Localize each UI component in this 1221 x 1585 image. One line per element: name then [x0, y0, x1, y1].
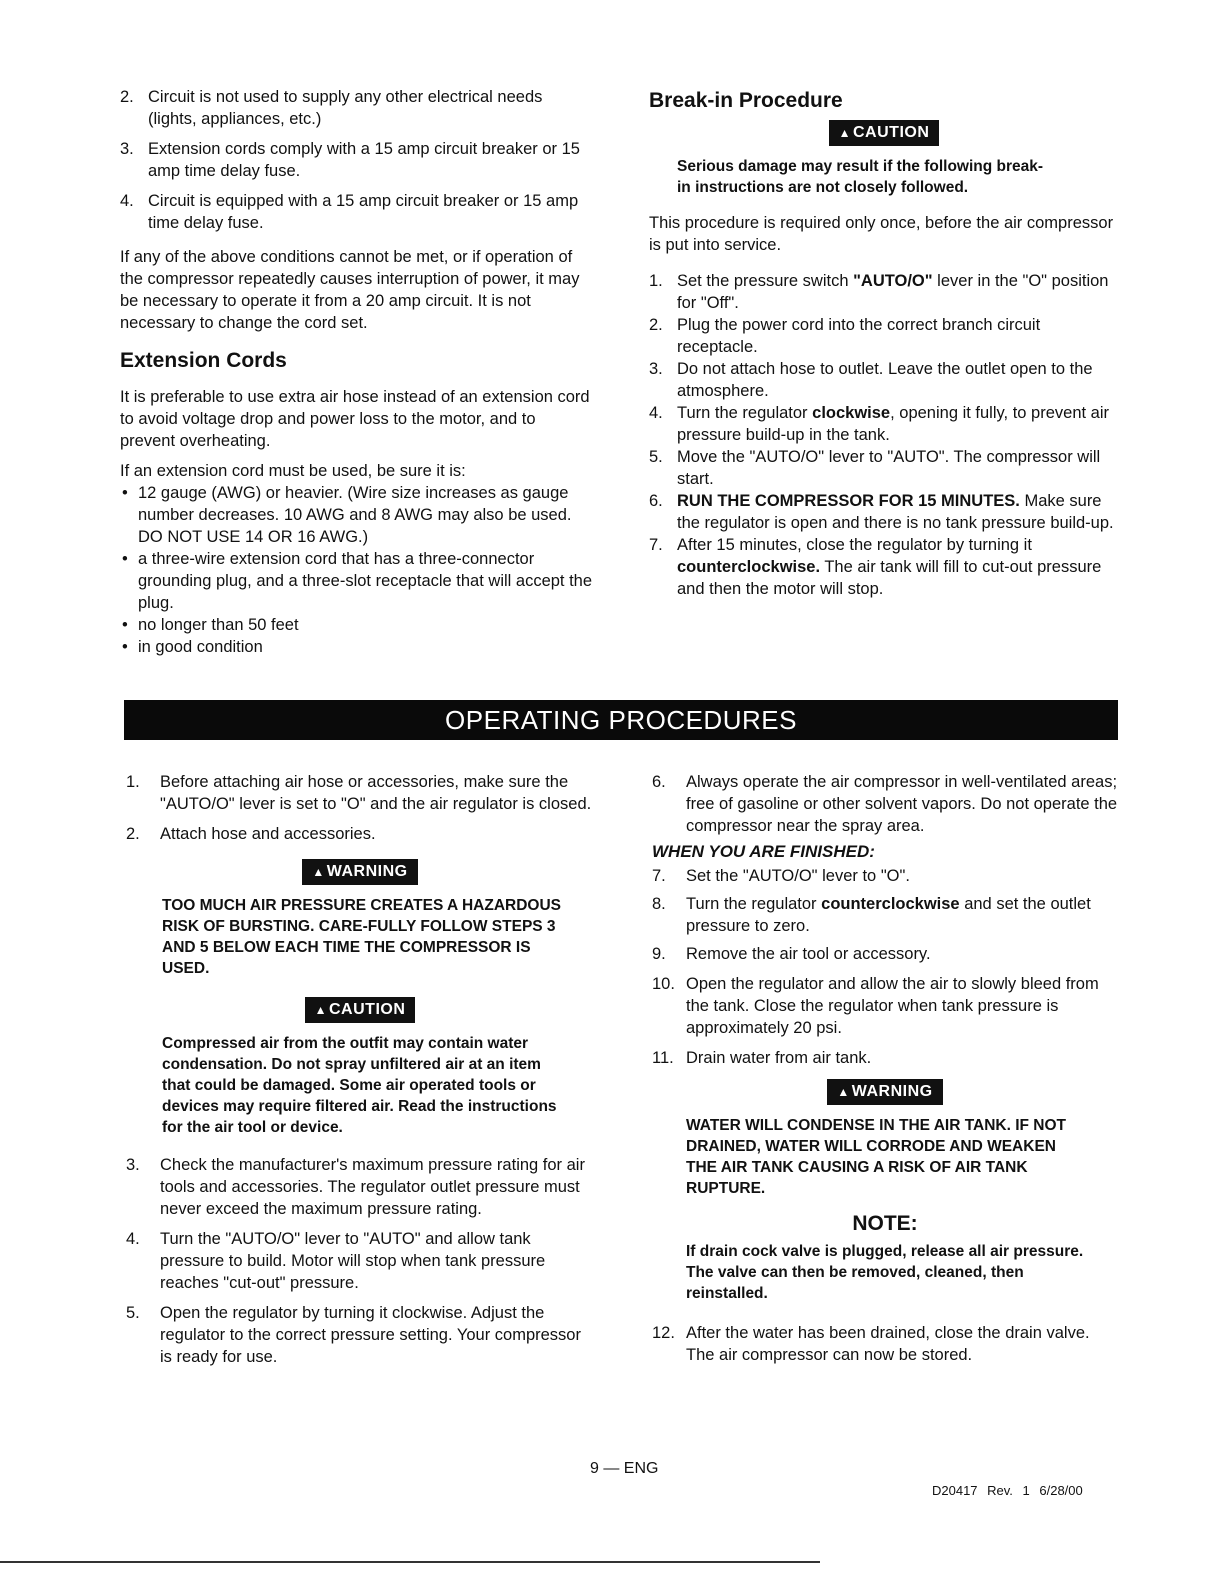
- list-item: 1. Before attaching air hose or accessories, make sure the "AUTO/O" lever is set to "O" and the air regulator is closed.: [126, 773, 592, 813]
- left-top-column: [120, 86, 594, 658]
- note-text: If drain cock valve is plugged, release all air pressure. The valve can then be removed, cleaned, then reinstalled.: [686, 1243, 1084, 1302]
- caution-badge-wrap: [649, 120, 1119, 146]
- list-item: 3. Check the manufacturer's maximum pressure rating for air tools and accessories. The regulator outlet pressure must never exceed the maximum pressure rating.: [126, 1156, 585, 1218]
- bullet-icon: •: [122, 638, 128, 656]
- list-item: 7. After 15 minutes, close the regulator by turning it counterclockwise. The air tank will fill to cut-out pressure and then the motor will stop.: [649, 536, 1102, 598]
- list-item: 4. Turn the "AUTO/O" lever to "AUTO" and allow tank pressure to build. Motor will stop when tank pressure reaches "cut-out" pressure.: [126, 1230, 546, 1292]
- bullet-item: • in good condition: [122, 638, 263, 656]
- extension-paragraph: It is preferable to use extra air hose instead of an extension cord to avoid voltage drop and power loss to the motor, and to prevent overheating.: [120, 388, 590, 450]
- bottom-rule: [0, 1561, 820, 1563]
- list-item: 4. Turn the regulator clockwise, opening it fully, to prevent air pressure build-up in the tank.: [649, 404, 1110, 444]
- list-item: 3. Extension cords comply with a 15 amp circuit breaker or 15 amp time delay fuse.: [120, 140, 580, 180]
- warning-badge-wrap: [652, 1079, 1118, 1105]
- warning-triangle-icon: ▲: [314, 1003, 327, 1017]
- extension-if-text: If an extension cord must be used, be sure it is:: [120, 462, 466, 480]
- list-item: 10. Open the regulator and allow the air to slowly bleed from the tank. Close the regulator when tank pressure is approximately 20 psi.: [652, 975, 1099, 1037]
- warning-badge: ▲ WARNING: [827, 1079, 942, 1105]
- bullet-item: • 12 gauge (AWG) or heavier. (Wire size increases as gauge number decreases. 10 AWG and 8 AWG may also be used. DO NOT USE 14 OR 16 AWG.): [122, 484, 572, 546]
- bullet-item: • a three-wire extension cord that has a three-connector grounding plug, and a three-slot receptacle that will accept the plug.: [122, 550, 593, 612]
- right-top-column: [649, 88, 1119, 600]
- bullet-icon: •: [122, 616, 128, 634]
- list-item: 2. Circuit is not used to supply any other electrical needs (lights, appliances, etc.): [120, 88, 543, 128]
- list-item: 1. Set the pressure switch "AUTO/O" lever in the "O" position for "Off".: [649, 272, 1109, 312]
- warning-triangle-icon: ▲: [312, 865, 325, 879]
- list-item: 8. Turn the regulator counterclockwise and set the outlet pressure to zero.: [652, 895, 1091, 935]
- document-code: D20417 Rev. 1 6/28/00: [932, 1483, 1083, 1498]
- warning-badge-wrap: [126, 859, 594, 885]
- warning-badge: ▲ WARNING: [302, 859, 417, 885]
- list-item: 11. Drain water from air tank.: [652, 1049, 872, 1067]
- conditions-paragraph: If any of the above conditions cannot be met, or if operation of the compressor repeatedly causes interruption of power, it may be necessary to operate it from a 20 amp circuit. It is not necessary to change the cord set.: [120, 248, 580, 332]
- bullet-item: • no longer than 50 feet: [122, 616, 299, 634]
- bullet-icon: •: [122, 484, 128, 502]
- list-item: 4. Circuit is equipped with a 15 amp circuit breaker or 15 amp time delay fuse.: [120, 192, 579, 232]
- caution-badge-wrap: [126, 997, 594, 1023]
- page-number: 9 — ENG: [590, 1460, 659, 1477]
- list-item: 5. Open the regulator by turning it clockwise. Adjust the regulator to the correct pressure setting. Your compressor is ready for use.: [126, 1304, 581, 1366]
- operating-procedures-banner: OPERATING PROCEDURES: [124, 700, 1118, 740]
- bullet-icon: •: [122, 550, 128, 568]
- warning-text: WATER WILL CONDENSE IN THE AIR TANK. IF NOT DRAINED, WATER WILL CORRODE AND WEAKEN THE AIR TANK CAUSING A RISK OF AIR TANK RUPTURE.: [686, 1117, 1067, 1197]
- caution-badge: ▲ CAUTION: [829, 120, 940, 146]
- list-item: 9. Remove the air tool or accessory.: [652, 945, 931, 963]
- break-in-heading: Break-in Procedure: [649, 89, 843, 112]
- list-item: 6. RUN THE COMPRESSOR FOR 15 MINUTES. Make sure the regulator is open and there is no tank pressure build-up.: [649, 492, 1114, 532]
- finished-heading: WHEN YOU ARE FINISHED:: [652, 842, 875, 861]
- note-heading: NOTE:: [852, 1212, 918, 1235]
- caution-text: Compressed air from the outfit may contain water condensation. Do not spray unfiltered air at an item that could be damaged. Some air operated tools or devices may require filtered air. Read the instructions for the air tool or device.: [162, 1035, 557, 1136]
- left-bottom-column: [126, 771, 594, 1376]
- right-bottom-column: [652, 771, 1118, 1374]
- warning-triangle-icon: ▲: [838, 126, 851, 140]
- warning-text: TOO MUCH AIR PRESSURE CREATES A HAZARDOUS RISK OF BURSTING. CARE-FULLY FOLLOW STEPS 3 AND 5 BELOW EACH TIME THE COMPRESSOR IS USED.: [162, 897, 562, 977]
- list-item: 7. Set the "AUTO/O" lever to "O".: [652, 867, 910, 885]
- list-item: 2. Attach hose and accessories.: [126, 825, 376, 843]
- list-item: 5. Move the "AUTO/O" lever to "AUTO". The compressor will start.: [649, 448, 1101, 488]
- list-item: 2. Plug the power cord into the correct branch circuit receptacle.: [649, 316, 1041, 356]
- caution-text: Serious damage may result if the following break-in instructions are not closely followed.: [677, 158, 1044, 196]
- break-in-intro: This procedure is required only once, before the air compressor is put into service.: [649, 214, 1114, 254]
- warning-triangle-icon: ▲: [837, 1085, 850, 1099]
- extension-cords-heading: Extension Cords: [120, 349, 287, 372]
- caution-badge: ▲ CAUTION: [305, 997, 416, 1023]
- list-item: 3. Do not attach hose to outlet. Leave the outlet open to the atmosphere.: [649, 360, 1093, 400]
- list-item: 12. After the water has been drained, close the drain valve. The air compressor can now be stored.: [652, 1324, 1090, 1364]
- list-item: 6. Always operate the air compressor in well-ventilated areas; free of gasoline or other solvent vapors. Do not operate the compressor near the spray area.: [652, 773, 1118, 835]
